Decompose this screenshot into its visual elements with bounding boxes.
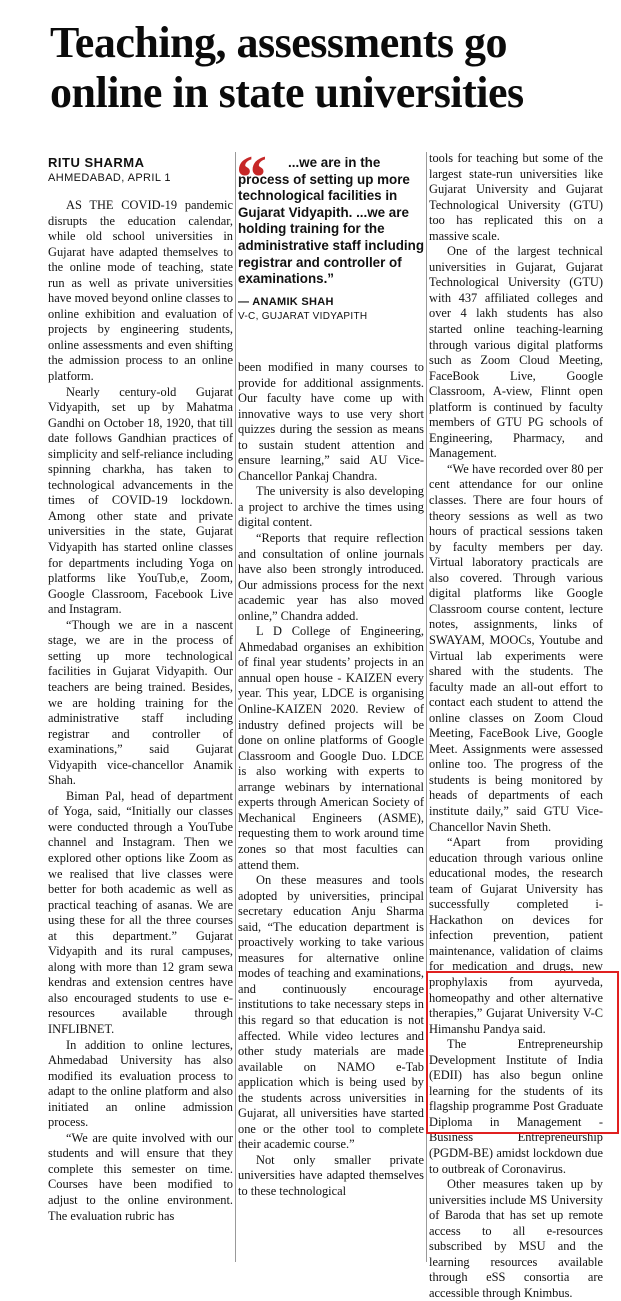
paragraph: “Reports that require reflection and consultation of online journals have also been strongly introduced. Our admissions process for the next academic year has also moved online,” Chandra added.: [238, 531, 424, 623]
paragraph-highlighted: The Entrepreneurship Development Institute of India (EDII) has also begun online learning for the students of its flagship programme Post Graduate Diploma in Management - Business Entrepreneurship (PGDM-BE) amidst lockdown due to outbreak of Coronavirus.: [429, 1037, 603, 1176]
paragraph: “Apart from providing education through various online educational modes, the research team of Gujarat University has successfully completed i-Hackathon on devices for infection prevention, patient maintenance, validation of claims for medication and drugs, new prophylaxis from ayurveda, homeopathy and other alternative therapies,” Gujarat University V-C Himanshu Pandya said.: [429, 835, 603, 1036]
quote-mark-icon: “: [236, 144, 267, 212]
headline: Teaching, assessments go online in state universities: [50, 18, 524, 117]
paragraph: Nearly century-old Gujarat Vidyapith, set up by Mahatma Gandhi on October 18, 1920, that till date follows Gandhian practices of simplicity and self-reliance including spinning charkha, has taken to technological advancements in the times of COVID-19 lockdown. Among other state and private universities in the state, Gujarat Vidyapith has started online classes for departments including Yoga on platforms like YouTub,e, Zoom, Google Classroom, Facebook Live and Instagram.: [48, 384, 233, 617]
paragraph: Other measures taken up by universities include MS University of Baroda that has set up remote access to all e-resources subscribed by MSU and the learning resources available through eSS consortia are accessible through Knimbus.: [429, 1177, 603, 1300]
article-column-2: [238, 360, 424, 1200]
paragraph: The university is also developing a project to archive the times using digital content.: [238, 484, 424, 530]
paragraph: AS THE COVID-19 pandemic disrupts the education calendar, while old school universities in Gujarat have adapted themselves to the online mode of teaching, state run as well as private universities have moved beyond online classes to online exhibition and evaluation of projects by engineering students, online assessments and even shifting the admission process to an online platform.: [48, 198, 233, 384]
paragraph: “We are quite involved with our students and will ensure that they complete this semester on time. Courses have been modified to adjust to the online environment. The evaluation rubric has: [48, 1130, 233, 1223]
column-divider: [235, 152, 236, 1262]
paragraph: L D College of Engineering, Ahmedabad organises an exhibition of final year students’ projects in an annual open house - KAIZEN every year. This year, LDCE is organising Online-KAIZEN 2020. Review of industry defined projects will be done on online platforms of Google Classroom and Google Duo. LDCE is also working with experts to arrange webinars by international experts through American Society of Mechanical Engineers (ASME), requesting them to work around time zones so that most faculties can attend them.: [238, 624, 424, 872]
paragraph: “We have recorded over 80 per cent attendance for our online classes. There are four hours of theory sessions as well as two hours of practical sessions taken by faculty members per day. Virtual laboratory practicals are also covered. Through various digital platforms like Google Classroom course content, lecture notes, assignments, links of SWAYAM, MOOCs, Youtube and Virtual lab experiments were shared with the students. The faculty made an all-out effort to contact each student to attend the online classes on Zoom Cloud Meeting, FaceBook Live, Google Meet. Assignments were assessed online too. The progress of the students is being monitored by heads of departments of each institute daily,” said GTU Vice-Chancellor Navin Sheth.: [429, 461, 603, 834]
paragraph: On these measures and tools adopted by universities, principal secretary education Anju Sharma said, “The education department is proactively working to take various measures for alternative online modes of teaching and examinations, and continuously encourage institutions to take necessary steps in this regard so that education is not affected. While video lectures and other study materials are made available on NAMO e-Tab application which is being used by the students across universities in Gujarat, all universities have started one or the other tool to complete their academic course.”: [238, 873, 424, 1152]
paragraph: Biman Pal, head of department of Yoga, said, “Initially our classes were conducted through a YouTube channel and Instagram. Then we explored other options like Zoom as we realised that live classes were better for both academic as well as practical teaching of asanas. We are using these for all the three courses at this department.” Gujarat Vidyapith and its rural campuses, along with more than 12 gram sewa kendras and extension centres have also encouraged students to use e-resources available through INFLIBNET.: [48, 788, 233, 1036]
pull-quote: [236, 144, 426, 322]
paragraph: “Though we are in a nascent stage, we are in the process of setting up more technological facilities in Gujarat Vidyapith. Our teachers are being trained. Besides, we are holding training for the administrative staff including registrar and controller of examinations,” said Gujarat Vidyapith vice-chancellor Anamik Shah.: [48, 617, 233, 788]
pull-quote-role: V-C, GUJARAT VIDYAPITH: [238, 310, 368, 322]
paragraph: In addition to online lectures, Ahmedabad University has also modified its evaluation process to adapt to the online platform and also initiated an online admission process.: [48, 1037, 233, 1130]
byline: [48, 155, 238, 184]
paragraph: One of the largest technical universities in Gujarat, Gujarat Technological University (GTU) with 437 affiliated colleges and over 4 lakh students has also started online teaching-learning through various digital platforms such as Zoom Cloud Meeting, FaceBook Live, Google Classroom, A-view, Flinnt open platform is continued by faculty members of GTU PG schools of Engineering, Pharmacy, and Management.: [429, 244, 603, 461]
author-name: RITU SHARMA: [48, 155, 145, 170]
highlight-box: [426, 971, 619, 1134]
pull-quote-attribution: — ANAMIK SHAH: [238, 295, 334, 308]
paragraph: Not only smaller private universities have adapted themselves to these technological: [238, 1152, 424, 1198]
article-column-1: [48, 198, 233, 1224]
pull-quote-text: ...we are in the process of setting up more technological facilities in Gujarat Vidyapith. ...we are holding training for the administrative staff including registrar and controller of examinations.”: [238, 155, 425, 287]
paragraph: tools for teaching but some of the largest state-run universities like Gujarat University and Gujarat Technological University (GTU) too has replicated this on a massive scale.: [429, 151, 603, 243]
dateline: AHMEDABAD, APRIL 1: [48, 172, 171, 184]
paragraph: been modified in many courses to provide for additional assignments. Our faculty have come up with innovative ways to use very short quizzes during the session as means to sustain student attention and ensure learning,” said AU Vice-Chancellor Pankaj Chandra.: [238, 360, 424, 483]
